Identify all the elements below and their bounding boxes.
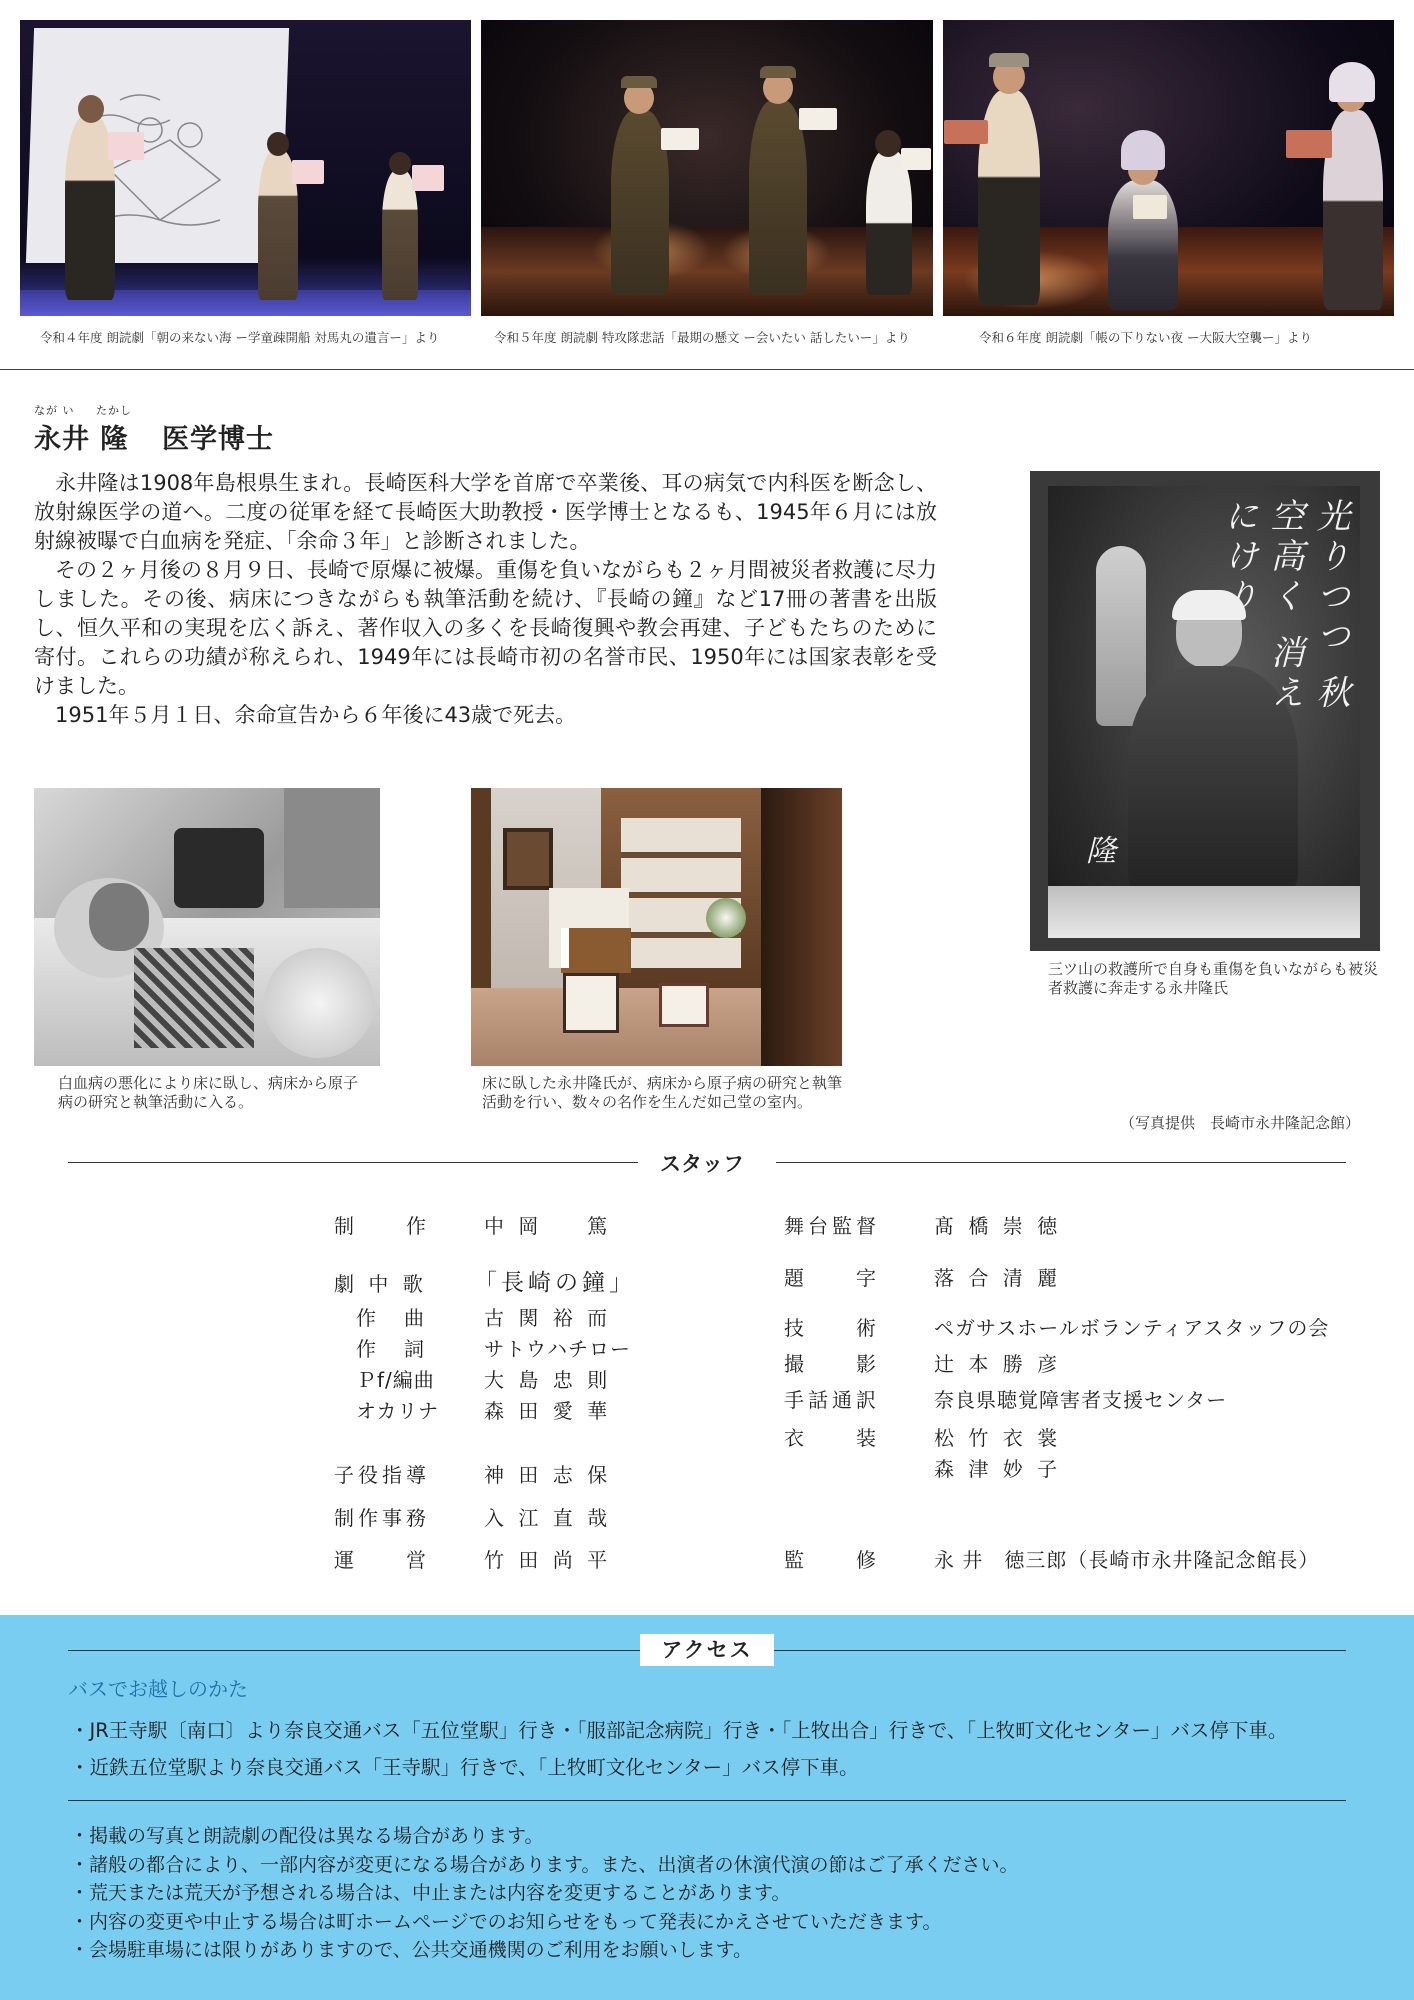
staff-name: 奈良県聴覚障害者支援センター xyxy=(934,1388,1228,1412)
staff-name: 古 関 裕 而 xyxy=(484,1306,612,1330)
staff-role: 運 営 xyxy=(334,1548,430,1572)
access-heading: アクセス xyxy=(640,1634,774,1666)
nyokodo-room-photo xyxy=(471,788,842,1066)
profile-biography xyxy=(34,469,937,730)
note-item: ・荒天または荒天が予想される場合は、中止または内容を変更することがあります。 xyxy=(70,1882,791,1904)
bus-route-item: ・近鉄五位堂駅より奈良交通バス「王寺駅」行きで、「上牧町文化センター」バス停下車。 xyxy=(70,1756,859,1779)
staff-name: サトウハチロー xyxy=(484,1337,631,1361)
staff-role: 作 詞 xyxy=(356,1337,428,1361)
staff-name: 辻 本 勝 彦 xyxy=(934,1352,1062,1376)
staff-name: 髙 橋 崇 徳 xyxy=(934,1214,1062,1238)
stage-photo-1-caption: 令和４年度 朗読劇「朝の来ない海 ー学童疎開船 対馬丸の遺言ー」より xyxy=(40,330,440,345)
hospital-bed-caption: 白血病の悪化により床に臥し、病床から原子病の研究と執筆活動に入る。 xyxy=(58,1074,359,1111)
staff-name: 竹 田 尚 平 xyxy=(484,1548,612,1572)
note-item: ・内容の変更や中止する場合は町ホームページでのお知らせをもって発表にかえさせていただきます。 xyxy=(70,1910,942,1933)
portrait-caption: 三ツ山の救護所で自身も重傷を負いながらも被災者救護に奔走する永井隆氏 xyxy=(1048,960,1379,997)
stage-photo-2-caption: 令和５年度 朗読劇 特攻隊悲話「最期の懸文 ー会いたい 話したいー」より xyxy=(494,330,910,345)
bus-route-item: ・JR王寺駅〔南口〕より奈良交通バス「五位堂駅」行き・「服部記念病院」行き・「上牧出合」行きで、「上牧町文化センター」バス停下車。 xyxy=(70,1719,1288,1742)
staff-role: オカリナ xyxy=(356,1399,439,1423)
staff-rule-right xyxy=(776,1162,1346,1163)
staff-role: 技 術 xyxy=(784,1316,880,1340)
staff-role: Ｐf/編曲 xyxy=(356,1368,435,1392)
staff-heading: スタッフ xyxy=(642,1148,762,1178)
portrait-signature: 隆 xyxy=(1086,834,1116,869)
staff-role: 衣 装 xyxy=(784,1426,880,1450)
staff-role: 子役指導 xyxy=(334,1463,430,1487)
staff-role: 制作事務 xyxy=(334,1506,430,1530)
access-divider xyxy=(68,1800,1346,1801)
staff-name: ペガサスホールボランティアスタッフの会 xyxy=(934,1316,1330,1340)
name-ruby-given: たかし xyxy=(96,404,132,417)
name-ruby-family: なが い xyxy=(34,404,75,417)
note-item: ・諸般の都合により、一部内容が変更になる場合があります。また、出演者の休演代演の節はご了承ください。 xyxy=(70,1853,1019,1876)
bus-heading: バスでお越しのかた xyxy=(68,1677,248,1701)
staff-name: 落 合 清 麗 xyxy=(934,1266,1062,1290)
bio-paragraph: 永井隆は1908年島根県生まれ。長崎医科大学を首席で卒業後、耳の病気で内科医を断念し、放射線医学の道へ。二度の従軍を経て長崎医大助教授・医学博士となるも、1945年６月には放射線被曝で白血病を発症、「余命３年」と診断されました。 xyxy=(34,471,937,553)
portrait-photo-frame xyxy=(1030,471,1380,951)
staff-name: 永 井 徳三郎（長崎市永井隆記念館長） xyxy=(934,1548,1320,1572)
staff-role: 撮 影 xyxy=(784,1352,880,1376)
staff-name: 松 竹 衣 裳 xyxy=(934,1426,1062,1450)
staff-role: 題 字 xyxy=(784,1266,880,1290)
stage-photo-3-caption: 令和６年度 朗読劇「帳の下りない夜 ー大阪大空襲ー」より xyxy=(979,330,1312,345)
bio-paragraph: 1951年５月１日、余命宣告から６年後に43歳で死去。 xyxy=(55,703,577,727)
stage-photo-2 xyxy=(481,20,933,316)
access-rule-left xyxy=(68,1650,640,1651)
staff-role: 手話通訳 xyxy=(784,1388,880,1412)
staff-name: 中 岡 篤 xyxy=(484,1214,612,1238)
staff-name: 森 田 愛 華 xyxy=(484,1399,612,1423)
notes-list xyxy=(70,1822,1018,1965)
staff-name: 森 津 妙 子 xyxy=(934,1457,1062,1481)
staff-name: 入 江 直 哉 xyxy=(484,1506,612,1530)
staff-role: 作 曲 xyxy=(356,1306,428,1330)
staff-role: 監 修 xyxy=(784,1548,880,1572)
staff-role: 制 作 xyxy=(334,1214,430,1238)
staff-role: 舞台監督 xyxy=(784,1214,880,1238)
stage-photo-3 xyxy=(943,20,1394,316)
section-divider xyxy=(0,369,1414,370)
profile-name: 永井 隆 xyxy=(34,424,129,455)
photo-credit: （写真提供 長崎市永井隆記念館） xyxy=(1120,1114,1361,1132)
hospital-bed-photo xyxy=(34,788,380,1066)
access-rule-right xyxy=(774,1650,1346,1651)
bio-paragraph: その２ヶ月後の８月９日、長崎で原爆に被爆。重傷を負いながらも２ヶ月間被災者救護に尽力しました。その後、病床につきながらも執筆活動を続け、『長崎の鐘』など17冊の著書を出版し、恒久平和の実現を広く訴え、著作収入の多くを長崎復興や教会再建、子どもたちのために寄付。これらの功績が称えられ、1949年には長崎市初の名誉市民、1950年には国家表彰を受けました。 xyxy=(34,558,937,698)
staff-name: 「長崎の鐘」 xyxy=(474,1270,636,1296)
note-item: ・会場駐車場には限りがありますので、公共交通機関のご利用をお願いします。 xyxy=(70,1939,753,1961)
profile-title: 医学博士 xyxy=(162,424,274,455)
nyokodo-room-caption: 床に臥した永井隆氏が、病床から原子病の研究と執筆活動を行い、数々の名作を生んだ如己堂の室内。 xyxy=(482,1074,843,1111)
staff-name: 大 島 忠 則 xyxy=(484,1368,612,1392)
staff-name: 神 田 志 保 xyxy=(484,1463,612,1487)
staff-rule-left xyxy=(68,1162,638,1163)
staff-role: 劇 中 歌 xyxy=(334,1272,427,1296)
note-item: ・掲載の写真と朗読劇の配役は異なる場合があります。 xyxy=(70,1825,544,1847)
stage-photo-1 xyxy=(20,20,471,316)
portrait-calligraphy: 光りつつ 秋空高く 消えにけり xyxy=(1218,498,1350,715)
